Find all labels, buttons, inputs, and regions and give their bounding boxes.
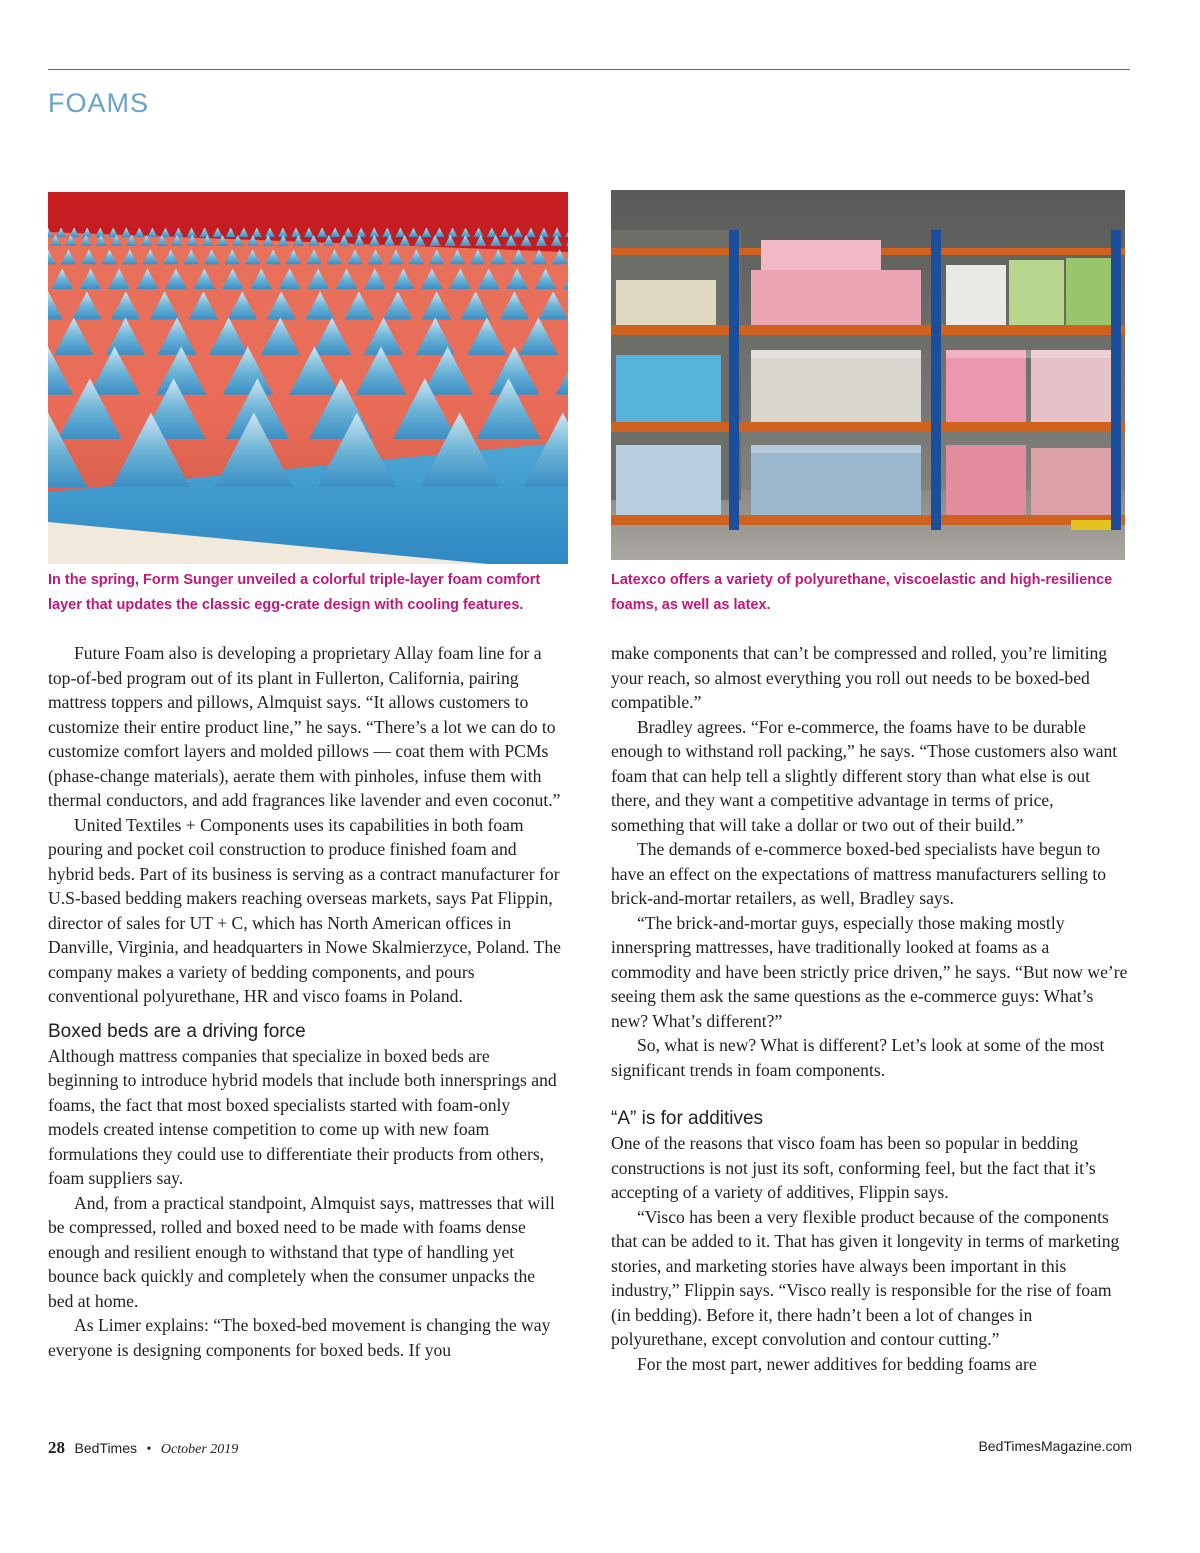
paragraph: The demands of e-commerce boxed-bed specialists have begun to have an effect on the expectations of mattress manufacturers selling to brick-and-mortar retailers, as well, Bradley says. bbox=[611, 839, 1107, 908]
section-title: FOAMS bbox=[48, 88, 150, 118]
article-column-left bbox=[48, 641, 563, 1362]
paragraph: Future Foam also is developing a proprietary Allay foam line for a top-of-bed program out of its plant in Fullerton, California, pairing mattress toppers and pillows, Almquist says. “It allows customers to customize their entire product line,” he says. “There’s a lot we can do to customize comfort layers and molded pillows — coat them with PCMs (phase-change materials), aerate them with pinholes, infuse them with thermal conductors, and add fragrances like lavender and even coconut.” bbox=[48, 643, 561, 810]
paragraph: One of the reasons that visco foam has been so popular in bedding constructions is not just its soft, conforming feel, but the fact that it’s accepting of a variety of additives, Flippin says. bbox=[611, 1133, 1096, 1202]
footer-left bbox=[48, 1438, 238, 1458]
article-column-right bbox=[611, 641, 1131, 1376]
paragraph: “The brick-and-mortar guys, especially those making mostly innerspring mattresses, have traditionally looked at foams as a commodity and have been strictly price driven,” he says. “But now we’re seeing them ask the same questions as the e-commerce guys: What’s new? What’s different?” bbox=[611, 912, 1128, 1031]
website-link[interactable]: BedTimesMagazine.com bbox=[978, 1438, 1132, 1454]
paragraph: For the most part, newer additives for bedding foams are bbox=[637, 1353, 1037, 1374]
issue-date: October 2019 bbox=[160, 1442, 239, 1457]
paragraph: Although mattress companies that specialize in boxed beds are beginning to introduce hybrid models that include both innersprings and foams, the fact that most boxed specialists started with foam-only models created intense competition to come up with new foam formulations they could use to differentiate their products from others, foam suppliers say. bbox=[48, 1045, 557, 1188]
warehouse-illustration bbox=[611, 190, 1125, 560]
paragraph: make components that can’t be compressed and rolled, you’re limiting your reach, so almost everything you roll out needs to be boxed-bed compatible.” bbox=[611, 643, 1108, 712]
paragraph: United Textiles + Components uses its capabilities in both foam pouring and pocket coil construction to produce finished foam and hybrid beds. Part of its business is serving as a contract manufacturer for U.S-based bedding makers reaching overseas markets, says Pat Flippin, director of sales for UT + C, which has North American offices in Danville, Virginia, and headquarters in Nowe Skalmierzyce, Poland. The company makes a variety of bedding components, and pours conventional polyurethane, HR and visco foams in Poland. bbox=[48, 814, 561, 1006]
egg-crate-illustration bbox=[48, 192, 568, 564]
paragraph: As Limer explains: “The boxed-bed movement is changing the way everyone is designing components for boxed beds. If you bbox=[48, 1315, 551, 1360]
footer-separator: • bbox=[146, 1442, 152, 1457]
subheading: Boxed beds are a driving force bbox=[48, 1020, 306, 1042]
subheading: “A” is for additives bbox=[611, 1108, 764, 1129]
photo-caption-right: Latexco offers a variety of polyurethane, viscoelastic and high-resilience foams, as well as latex. bbox=[611, 572, 1113, 613]
top-rule bbox=[48, 69, 1130, 70]
foam-egg-crate-photo bbox=[48, 192, 568, 564]
page-number: 28 bbox=[48, 1438, 65, 1457]
magazine-name: BedTimes bbox=[74, 1440, 138, 1456]
paragraph: And, from a practical standpoint, Almquist says, mattresses that will be compressed, rolled and boxed need to be made with foams dense enough and resilient enough to withstand that type of handling yet bounce back quickly and completely when the consumer unpacks the bed at home. bbox=[48, 1192, 555, 1311]
photo-caption-left: In the spring, Form Sunger unveiled a colorful triple-layer foam comfort layer that updates the classic egg-crate design with cooling features. bbox=[48, 572, 541, 613]
paragraph: So, what is new? What is different? Let’s look at some of the most significant trends in foam components. bbox=[611, 1035, 1105, 1080]
paragraph: Bradley agrees. “For e-commerce, the foams have to be durable enough to withstand roll packing,” he says. “Those customers also want foam that can help tell a slightly different story than what else is out there, and they want a competitive advantage in terms of price, something that will take a dollar or two out of their build.” bbox=[611, 716, 1118, 835]
warehouse-foam-racks-photo bbox=[611, 190, 1125, 560]
paragraph: “Visco has been a very flexible product because of the components that can be added to it. That has given it longevity in terms of marketing stories, and marketing stories have always been important in this industry,” Flippin says. “Visco really is responsible for the rise of foam (in bedding). Before it, there hadn’t been a lot of changes in polyurethane, except convolution and contour cutting.” bbox=[611, 1206, 1120, 1349]
